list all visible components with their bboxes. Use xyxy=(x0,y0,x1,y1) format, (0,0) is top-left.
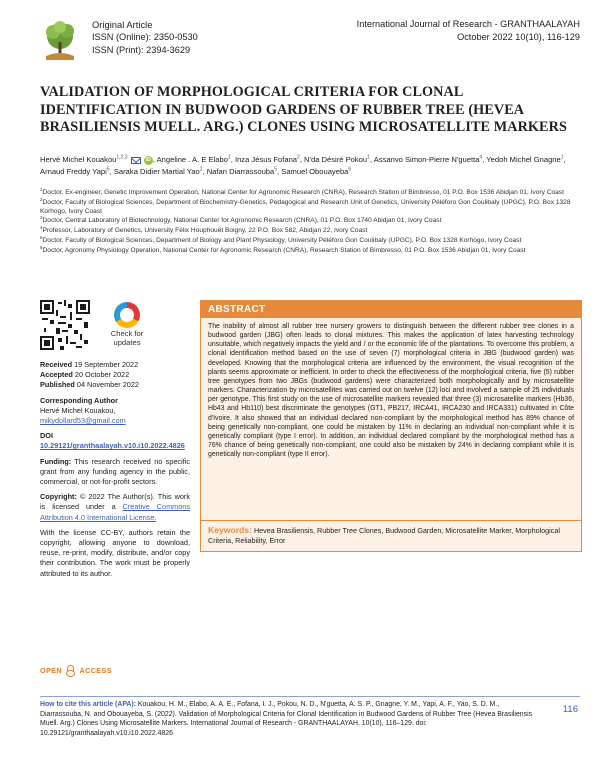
funding-block xyxy=(40,457,190,488)
keywords-label: Keywords: xyxy=(208,525,252,535)
author-list: Hervé Michel Kouakou$^{1,2,3}$ iD , Angeline . A. E Elabo$^1$, Inza Jésus Fofana$^2$, N'da Désiré Pokou$^1$, Assanvo Simon-Pierre N'guetta$^4$, Yedoh Michel Gnagne$^1$, Arnaud Freddy Yapi$^5$, Saraka Didier Martial Yao$^2$, Nafan Diarrassouba$^5$, Samuel Obouayeba$^6$ xyxy=(40,154,566,176)
header-issue-info xyxy=(357,18,580,44)
corresponding-author xyxy=(40,396,190,427)
published-date xyxy=(40,380,190,390)
open-lock-icon xyxy=(66,665,75,677)
page-number: 116 xyxy=(562,704,578,715)
author-contact-icons xyxy=(130,154,153,166)
affiliation-num: 6 xyxy=(40,244,43,250)
journal-logo-icon xyxy=(40,20,80,62)
article-dates xyxy=(40,360,190,579)
doi-link[interactable]: 10.29121/granthaalayah.v10.i10.2022.4826 xyxy=(40,441,185,451)
doi-block xyxy=(40,431,190,451)
author-name[interactable]: Assanvo Simon-Pierre N'guetta xyxy=(373,155,480,164)
funding-text: This research received no specific grant from any funding agency in the public, commercial, or not-for-profit sectors. xyxy=(40,456,190,487)
author-name[interactable]: Saraka Didier Martial Yao xyxy=(113,167,200,176)
author-affil-sup: 5 xyxy=(274,166,278,173)
author-name[interactable]: Inza Jésus Fofana xyxy=(234,155,298,164)
affiliation-item xyxy=(40,188,580,197)
author-name[interactable]: N'da Désiré Pokou xyxy=(304,155,368,164)
check-for-updates-badge[interactable] xyxy=(102,302,152,358)
corresponding-name: Hervé Michel Kouakou, xyxy=(40,405,116,415)
keywords-text: Hevea Brasiliensis, Rubber Tree Clones, Budwood Garden, Microsatellite Marker, Morphological Criteria, Reliability, Error xyxy=(208,526,560,545)
accepted-label: Accepted xyxy=(40,370,73,380)
qr-code-icon[interactable] xyxy=(40,300,90,350)
author-affil-sup: 2 xyxy=(199,166,203,173)
author-affil-sup: 1 xyxy=(560,154,564,161)
received-value: 19 September 2022 xyxy=(74,360,139,369)
citation-block xyxy=(40,700,540,738)
affiliation-text: Doctor, Agronomy Physiology Operation, National Center for Agronomic Research (CNRA), Research Station of Bimbresso, 01 P.O. Box 1536 Abidjan 01, Ivory Coast xyxy=(42,246,526,254)
doi-label: DOI xyxy=(40,431,53,441)
open-access-left: OPEN xyxy=(40,665,62,675)
check-updates-label xyxy=(102,330,152,347)
affiliation-num: 3 xyxy=(40,215,43,221)
issn-print: ISSN (Print): 2394-3629 xyxy=(92,45,191,55)
corresponding-email-link[interactable]: mikydollard53@gmail.com xyxy=(40,416,126,426)
author-name[interactable]: Yedoh Michel Gnagne xyxy=(486,155,561,164)
author-name[interactable]: Arnaud Freddy Yapi xyxy=(40,167,107,176)
check-updates-line1: Check for xyxy=(110,329,144,338)
abstract-heading: ABSTRACT xyxy=(201,301,581,318)
author-affil-sup: 1,2,3 xyxy=(116,154,128,161)
affiliation-item xyxy=(40,226,580,235)
license-note: With the license CC-BY, authors retain the copyright, allowing anyone to download, reuse, re-print, modify, distribute, and/or copy their contribution. The work must be properly attributed to its author. xyxy=(40,527,190,578)
author-name[interactable]: Angeline . A. E Elabo xyxy=(156,155,228,164)
citation-label[interactable]: How to cite this article (APA): xyxy=(40,701,136,708)
corresponding-label: Corresponding Author xyxy=(40,395,118,405)
affiliation-num: 5 xyxy=(40,234,43,240)
copyright-label: Copyright: xyxy=(40,492,77,502)
affiliation-item xyxy=(40,216,580,225)
affiliation-num: 2 xyxy=(40,196,43,202)
affiliation-text: Doctor, Ex-engineer, Genetic Improvement Operation, National Center for Agronomic Research (CNRA), Research Station of Bimbresso, 01 P.O. Box 1536 Abidjan 01, Ivory Coast xyxy=(42,189,564,196)
affiliation-text: Professor, Laboratory of Genetics, University Félix Houphouët Boigny, 22 P.O. Box 582, Abidjan 22, Ivory Coast xyxy=(42,227,368,235)
author-affil-sup: 4 xyxy=(479,154,483,161)
published-label: Published xyxy=(40,380,75,390)
check-updates-icon xyxy=(114,302,140,328)
author-affil-sup: 1 xyxy=(367,154,370,161)
issn-online: ISSN (Online): 2350-0530 xyxy=(92,32,198,42)
paper-title: VALIDATION OF MORPHOLOGICAL CRITERIA FOR CLONAL IDENTIFICATION IN BUDWOOD GARDENS OF RUBBER TREE (HEVEA BRASILIENSIS MUELL. ARG.) CLONES USING MICROSATELLITE MARKERS xyxy=(40,84,567,135)
affiliation-item xyxy=(40,246,580,255)
author-affil-sup: 6 xyxy=(348,166,352,173)
affiliation-list xyxy=(40,188,580,255)
affiliation-text: Doctor, Faculty of Biological Sciences, Department of Biochemistry-Genetics, Pedagogical and Research Unit of Genetics, University Péléforo Gon Coulibaly (UPGC), P.O. Box 1328 Korhogo, Ivory Coast xyxy=(40,198,571,215)
accepted-date xyxy=(40,370,190,380)
author-affil-sup: 2 xyxy=(297,154,300,161)
keywords-box xyxy=(200,520,582,552)
affiliation-text: Doctor, Central Laboratory of Biotechnology, National Center for Agronomic Research (CNRA), 01 P.O. Box 1740 Abidjan 01, Ivory Coast xyxy=(42,217,442,225)
affiliation-num: 4 xyxy=(40,224,43,230)
affiliation-text: Doctor, Faculty of Biological Sciences, Department of Biology and Plant Physiology, University Péléforo Gon Coulibaly (UPGC), P.O. Box 1328 Korhogo, Ivory Coast xyxy=(42,236,522,244)
journal-name: International Journal of Research - GRANTHAALAYAH xyxy=(356,19,580,29)
abstract-text: The inability of almost all rubber tree nursery growers to distinguish between the different rubber tree clones in a budwood garden (JBG) often leads to clonal mixtures. This makes the application of latex harvesting technology unsuitable, which negatively impacts the yield and / or the economic life of the plantations. To overcome this problem, a clonal identification method based on the use of seven (7) morphological criteria in JBG (budwood garden) was developed. Knowing that the morphological criteria are influenced by the environment, the visual recognition of the plants seems approximate or inefficient. In order to check the effectiveness of the morphological criteria, five (5) rubber tree genotypes from two JBGs (budwood gardens) were characterized both morphologically and by microsatellite markers. Characterization by microsatellites was carried out on twelve (12) loci and involved a sample of 25 individuals per genotype. This first study on the use of microsatellite markers revealed that three (3) microsatellite markers (Hb36, Hb43 and Hb110) best discriminate the genotypes (GT1, PB217, IRCA41, IRCA230 and IRCA331) cultivated in Côte d'Ivoire. It also showed that an individual declared non-compliant by the morphological method has 89% chance of being genetically non-compliant, one could be mistaken by 11% in declaring an individual non-compliant while it is genetically compliant (type I error). In addition, an individual declared compliant by the morphological method has a 76% chance of being genetically non-compliant, one could also be mistaken by 24% in declaring compliant while it is genetically non-compliant (type II error). xyxy=(208,323,574,459)
accepted-value: 20 October 2022 xyxy=(74,370,130,380)
license-link[interactable]: Creative Commons Attribution 4.0 International License. xyxy=(40,502,190,522)
affiliation-item xyxy=(40,198,580,216)
open-access-right: ACCESS xyxy=(79,665,112,675)
page-header xyxy=(40,18,580,64)
orcid-icon[interactable]: iD xyxy=(145,156,152,163)
copyright-block xyxy=(40,492,190,523)
published-value: 04 November 2022 xyxy=(76,380,139,390)
open-access-logo xyxy=(40,665,130,681)
author-affil-sup: 1 xyxy=(227,154,231,161)
author-affil-sup: 5 xyxy=(106,166,110,173)
received-date xyxy=(40,360,190,370)
funding-label: Funding: xyxy=(40,456,72,466)
abstract-box xyxy=(200,300,582,548)
author-name[interactable]: Samuel Obouayeba xyxy=(281,167,349,176)
affiliation-item xyxy=(40,236,580,245)
article-type: Original Article xyxy=(92,19,153,30)
author-name[interactable]: Nafan Diarrassouba xyxy=(206,167,275,176)
received-label: Received xyxy=(40,360,73,369)
footer-divider xyxy=(40,696,580,697)
affiliation-num: 1 xyxy=(40,186,43,192)
copyright-text: © 2022 The Author(s). This work is licensed under a xyxy=(40,492,190,512)
citation-text: Kouakou, H. M., Elabo, A. A. E., Fofana, I. J., Pokou, N. D., N'guetta, A. S. P., Gnagne, Y. M., Yapi, A. F., Yao, S. D. M., Diarrassouba, N. and Obouayeba, S. (2022). Validation of Morphological Criteria for Clonal Identification in Budwood Gardens of Rubber Tree (Hevea Brasiliensis Muell. Arg.) Clones Using Microsatellite Markers. International Journal of Research - GRANTHAALAYAH, 10(10), 116–129. doi: 10.29121/granthaalayah.v10.i10.2022.4826 xyxy=(40,701,533,737)
issue-info: October 2022 10(10), 116-129 xyxy=(457,32,580,42)
check-updates-line2: updates xyxy=(113,337,141,347)
email-icon[interactable] xyxy=(131,157,141,164)
header-journal-info xyxy=(92,18,198,57)
author-name[interactable]: Hervé Michel Kouakou xyxy=(40,155,117,164)
